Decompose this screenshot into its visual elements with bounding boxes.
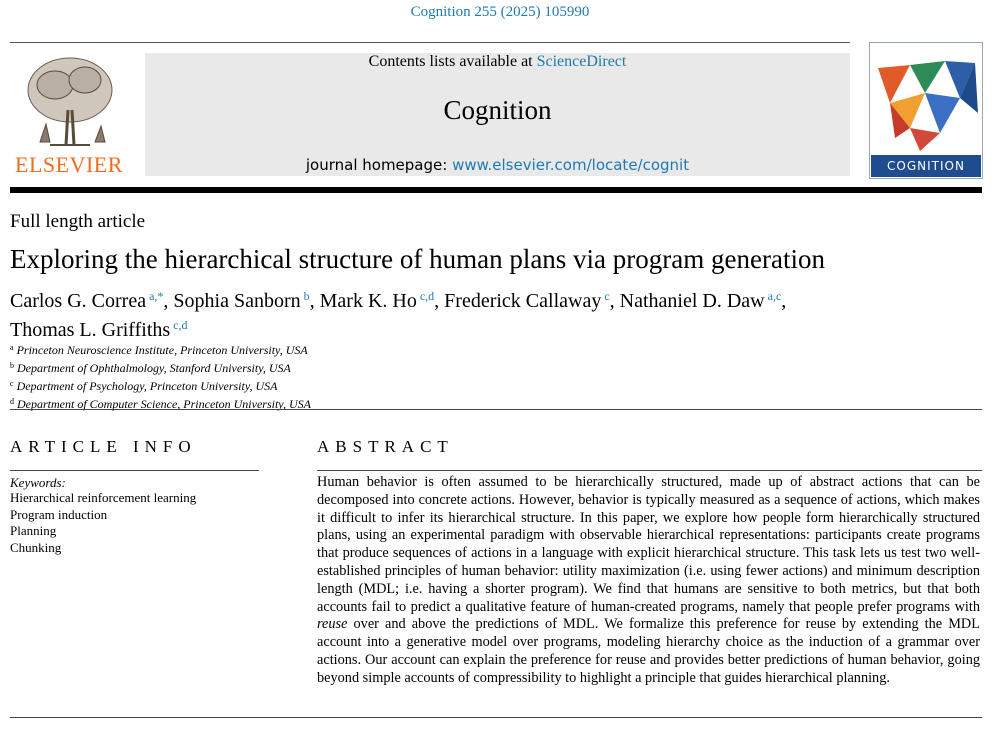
keywords-label: Keywords: bbox=[10, 475, 66, 490]
author-affiliation-ref[interactable]: c bbox=[604, 289, 610, 303]
affiliation-text: Department of Psychology, Princeton University, USA bbox=[16, 379, 278, 393]
header-divider bbox=[10, 42, 850, 43]
sciencedirect-link[interactable]: ScienceDirect bbox=[536, 53, 627, 70]
contents-prefix: Contents lists available at bbox=[368, 53, 533, 70]
author[interactable]: Frederick Callaway bbox=[444, 290, 602, 312]
author[interactable]: Mark K. Ho bbox=[319, 290, 417, 312]
author[interactable]: Thomas L. Griffiths bbox=[10, 319, 171, 341]
abstract-part-1: Human behavior is often assumed to be hierarchically structured, made up of abstract actions that can be decomposed into concrete actions. However, behavior is typically measured as a sequence of actions, which makes it difficult to infer its hierarchical structure. In this paper, we explore how people form hierarchically structured plans, using an experimental paradigm with observable hierarchical representations: participants create programs that produce sequences of actions in a language with explicit hierarchical structure. This task lets us test two well-established principles of human behavior: utility maximization (i.e. using fewer actions) and minimum description length (MDL; i.e. having a shorter program). We find that humans are sensitive to both metrics, but that both accounts fail to predict a qualitative feature of human-created programs, namely that people prefer programs with bbox=[317, 474, 980, 615]
affiliation-key: a bbox=[10, 343, 14, 352]
abstract-text bbox=[317, 474, 980, 688]
journal-masthead bbox=[145, 53, 850, 176]
header-thick-divider bbox=[10, 187, 982, 193]
author-list: Carlos G. Correa $^{a,*}$, Sophia Sanborn $^b$, Mark K. Ho $^{c,d}$, Frederick Callaway $^c$, Nathaniel D. Daw $^{a,c}$, Thomas L. Griffiths $^{c,d}$ bbox=[10, 289, 787, 341]
affiliation-text: Department of Ophthalmology, Stanford University, USA bbox=[17, 361, 291, 375]
bottom-divider bbox=[10, 717, 982, 718]
article-info-divider bbox=[10, 470, 259, 471]
author-affiliation-ref[interactable]: a,* bbox=[149, 289, 164, 303]
author-affiliation-ref[interactable]: b bbox=[303, 289, 310, 303]
abstract-divider bbox=[317, 470, 982, 471]
article-type: Full length article bbox=[10, 211, 146, 232]
keyword-list bbox=[10, 490, 196, 556]
abstract-part-2: over and above the predictions of MDL. We formalize this preference for reuse by extending the MDL account into a generative model over programs, modeling hierarchy choice as the induction of a grammar over actions. Our account can explain the preference for reuse and provides better predictions of human behavior, going beyond simple accounts of compressibility to highlight a principle that guides hierarchical planning. bbox=[317, 616, 980, 686]
author[interactable]: Sophia Sanborn bbox=[173, 290, 301, 312]
keyword-item: Hierarchical reinforcement learning bbox=[10, 490, 197, 505]
author[interactable]: Nathaniel D. Daw bbox=[619, 290, 765, 312]
article-title: Exploring the hierarchical structure of human plans via program generation bbox=[10, 244, 825, 274]
author[interactable]: Carlos G. Correa bbox=[10, 290, 147, 312]
homepage-prefix: journal homepage: bbox=[305, 156, 448, 174]
abstract-heading: ABSTRACT bbox=[317, 437, 454, 456]
affiliation-text: Department of Computer Science, Princeton University, USA bbox=[17, 397, 311, 411]
affiliation-text: Princeton Neuroscience Institute, Princeton University, USA bbox=[16, 343, 308, 357]
cover-journal-label: COGNITION bbox=[871, 155, 981, 177]
author-affiliation-ref[interactable]: a,c bbox=[767, 289, 782, 303]
keyword-item: Planning bbox=[10, 523, 57, 538]
keyword-item: Program induction bbox=[10, 506, 108, 522]
affiliation-key: b bbox=[10, 361, 14, 370]
journal-title: Cognition bbox=[443, 95, 552, 125]
keyword-item: Chunking bbox=[10, 539, 62, 555]
affiliation-item bbox=[10, 358, 311, 376]
homepage-line bbox=[145, 156, 850, 174]
author-affiliation-ref[interactable]: c,d bbox=[419, 289, 435, 303]
journal-citation-link[interactable]: Cognition 255 (2025) 105990 bbox=[410, 4, 590, 20]
homepage-link[interactable]: www.elsevier.com/locate/cognit bbox=[452, 156, 690, 174]
affiliation-list bbox=[10, 340, 311, 412]
author-affiliation-ref[interactable]: c,d bbox=[173, 318, 188, 332]
article-info-heading: ARTICLE INFO bbox=[10, 437, 197, 456]
elsevier-wordmark: ELSEVIER bbox=[15, 152, 123, 177]
contents-line bbox=[145, 53, 850, 71]
abstract-emphasis: reuse bbox=[317, 616, 348, 633]
affiliation-key: d bbox=[10, 397, 14, 406]
section-divider bbox=[10, 409, 982, 410]
affiliation-item bbox=[10, 340, 311, 358]
affiliation-key: c bbox=[10, 379, 14, 388]
affiliation-item bbox=[10, 376, 311, 394]
